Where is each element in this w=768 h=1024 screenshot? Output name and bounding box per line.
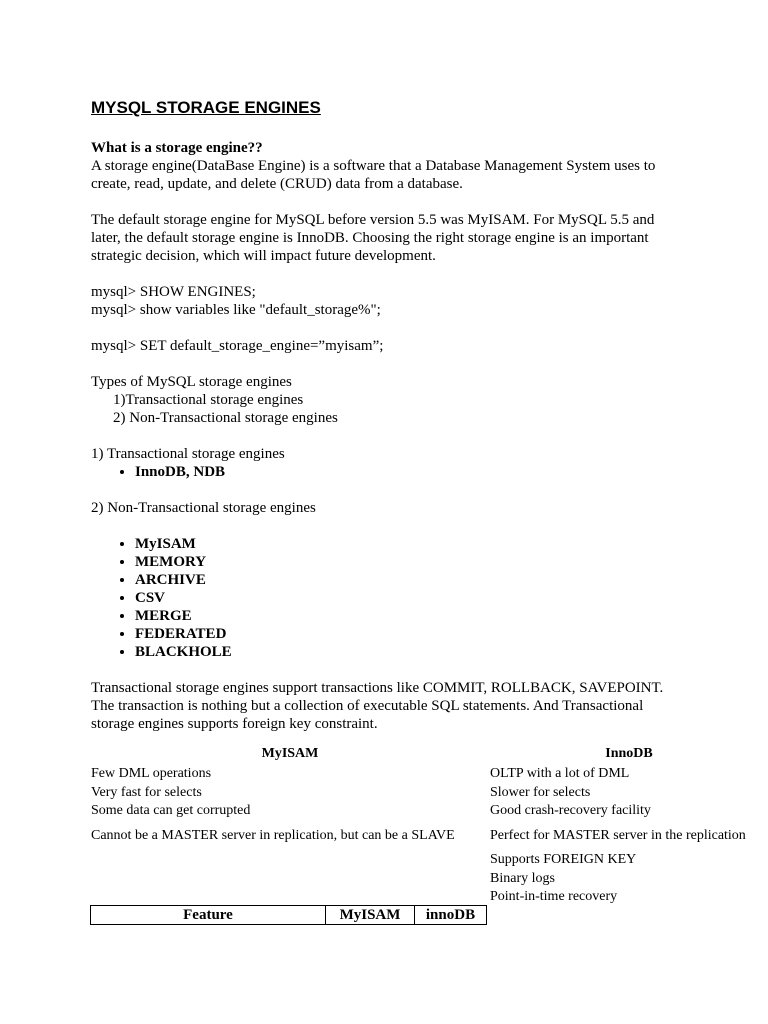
document-body xyxy=(91,97,691,733)
intro-heading: What is a storage engine?? xyxy=(91,140,263,156)
list-item: • FEDERATED xyxy=(135,625,691,643)
non-transactional-list xyxy=(91,535,691,661)
innodb-row: Supports FOREIGN KEY xyxy=(490,852,637,867)
non-transactional-heading: 2) Non-Transactional storage engines xyxy=(91,500,316,516)
innodb-header: innoDB xyxy=(415,906,487,925)
transactional-list xyxy=(91,463,691,481)
intro-line-2: create, read, update, and delete (CRUD) data from a database. xyxy=(91,176,463,192)
myisam-column xyxy=(90,745,490,845)
innodb-row: Perfect for MASTER server in the replication xyxy=(490,827,746,843)
table-header-row xyxy=(91,906,487,925)
transactional-heading: 1) Transactional storage engines xyxy=(91,446,285,462)
innodb-row: Binary logs xyxy=(490,870,555,886)
list-item: • MEMORY xyxy=(135,553,691,571)
default-line-3: strategic decision, which will impact future development. xyxy=(91,248,436,264)
myisam-row: Very fast for selects xyxy=(91,784,202,800)
myisam-row: Cannot be a MASTER server in replication, but can be a SLAVE xyxy=(91,827,455,843)
innodb-row: Point-in-time recovery xyxy=(490,889,618,904)
intro-line-1: A storage engine(DataBase Engine) is a software that a Database Management System uses to xyxy=(91,158,656,174)
summary-line-3: storage engines supports foreign key constraint. xyxy=(91,716,378,732)
feature-table xyxy=(90,905,487,925)
myisam-header: MyISAM xyxy=(326,906,415,925)
innodb-row: Slower for selects xyxy=(490,784,591,800)
command-set-engine: mysql> SET default_storage_engine=”myisam”; xyxy=(91,338,384,354)
feature-header: Feature xyxy=(91,906,326,925)
list-item: • InnoDB, NDB xyxy=(135,463,691,481)
innodb-row: Good crash-recovery facility xyxy=(490,803,651,818)
command-show-engines: mysql> SHOW ENGINES; xyxy=(91,284,256,300)
myisam-heading: MyISAM xyxy=(261,746,319,761)
page-title: MYSQL STORAGE ENGINES xyxy=(91,98,321,117)
myisam-row: Few DML operations xyxy=(91,766,212,781)
default-line-1: The default storage engine for MySQL before version 5.5 was MyISAM. For MySQL 5.5 and xyxy=(91,212,655,228)
innodb-heading: InnoDB xyxy=(605,746,653,761)
list-item: • MyISAM xyxy=(135,535,691,553)
innodb-column xyxy=(489,745,768,907)
list-item: • ARCHIVE xyxy=(135,571,691,589)
summary-line-2: The transaction is nothing but a collection of executable SQL statements. And Transactional xyxy=(91,698,644,714)
list-item: • BLACKHOLE xyxy=(135,643,691,661)
list-item: • CSV xyxy=(135,589,691,607)
summary-line-1: Transactional storage engines support transactions like COMMIT, ROLLBACK, SAVEPOINT. xyxy=(91,680,664,696)
myisam-row: Some data can get corrupted xyxy=(91,803,251,818)
types-item-1: 1)Transactional storage engines xyxy=(113,392,304,408)
types-heading: Types of MySQL storage engines xyxy=(91,374,292,390)
innodb-row: OLTP with a lot of DML xyxy=(490,766,630,781)
list-item: • MERGE xyxy=(135,607,691,625)
default-line-2: later, the default storage engine is InnoDB. Choosing the right storage engine is an important xyxy=(91,230,649,246)
command-show-variables: mysql> show variables like "default_storage%"; xyxy=(91,302,381,318)
types-item-2: 2) Non-Transactional storage engines xyxy=(113,410,338,426)
